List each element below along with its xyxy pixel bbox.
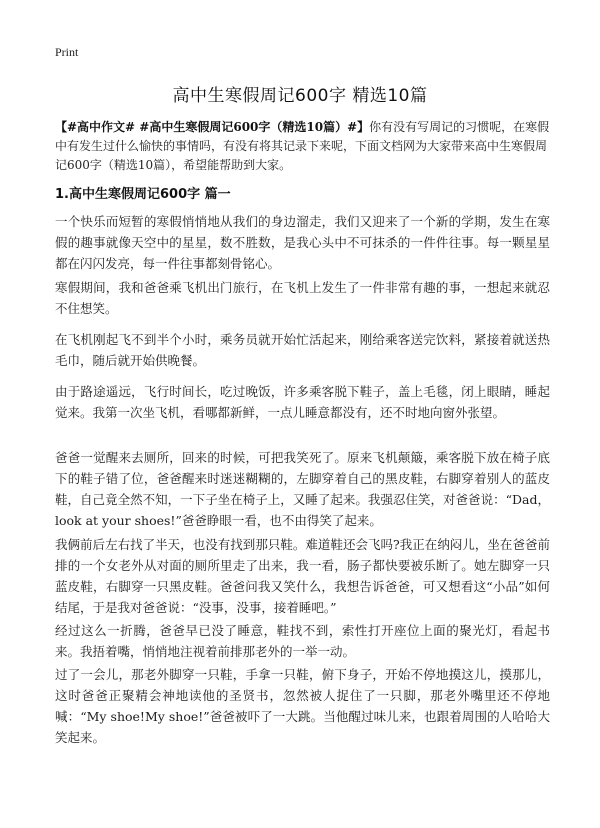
body-paragraph: 过了一会儿，那老外脚穿一只鞋，手拿一只鞋，俯下身子，开始不停地摸这儿，摸那儿，这时爸爸正聚精会神地读他的圣贤书，忽然被人捉住了一只脚，那老外嘴里还不停地喊：“My shoe!My shoe!”爸爸被吓了一大跳。当他醒过味儿来，也跟着周围的人哈哈大笑起来。 (55, 667, 550, 745)
body-paragraph: 经过这么一折腾，爸爸早已没了睡意，鞋找不到，索性打开座位上面的聚光灯，看起书来。我捂着嘴，悄悄地注视着前排那老外的一举一动。 (55, 623, 550, 659)
body-paragraph: 我俩前后左右找了半天，也没有找到那只鞋。难道鞋还会飞吗?我正在纳闷儿，坐在爸爸前排的一个女老外从对面的厕所里走了出来，我一看，肠子都快要被乐断了。她左脚穿一只蓝皮鞋，右脚穿一只黑皮鞋。爸爸问我又笑什么，我想告诉爸爸，可又想看这“小品”如何结尾，于是我对爸爸说：“没事，没事，接着睡吧。” (55, 537, 550, 615)
body-paragraph: 一个快乐而短暂的寒假悄悄地从我们的身边溜走，我们又迎来了一个新的学期，发生在寒假的趣事就像天空中的星星，数不胜数，是我心头中不可抹杀的一件件往事。每一颗星星都在闪闪发亮，每一件往事都刻骨铭心。 (55, 214, 550, 271)
body-paragraph: 爸爸一觉醒来去厕所，回来的时候，可把我笑死了。原来飞机颠簸，乘客脱下放在椅子底下的鞋子错了位，爸爸醒来时迷迷糊糊的，左脚穿着自己的黑皮鞋，右脚穿着别人的蓝皮鞋，自己竟全然不知，一下子坐在椅子上，又睡了起来。我强忍住笑，对爸爸说：“Dad，look at your shoes!”爸爸睁眼一看，也不由得笑了起来。 (55, 450, 550, 528)
section-heading: 1.高中生寒假周记600字 篇一 (55, 187, 231, 202)
body-paragraph: 由于路途遥远，飞行时间长，吃过晚饭，许多乘客脱下鞋子，盖上毛毯，闭上眼睛，睡起觉来。我第一次坐飞机，看哪都新鲜，一点儿睡意都没有，还不时地向窗外张望。 (55, 384, 550, 420)
page-title: 高中生寒假周记600字 精选10篇 (172, 86, 428, 106)
body-paragraph: 在飞机刚起飞不到半个小时，乘务员就开始忙活起来，刚给乘客送完饮料，紧接着就送热毛巾，随后就开始供晚餐。 (55, 332, 550, 368)
print-label: Print (55, 45, 79, 59)
intro-tag: 【#高中作文# #高中生寒假周记600字（精选10篇）#】 (55, 120, 370, 134)
intro-text: 你有没有写周记的习惯呢，在寒假中有发生过什么愉快的事情吗，有没有将其记录下来呢，下面文档网为大家带来高中生寒假周记600字（精选10篇），希望能帮助到大家。 (55, 120, 550, 172)
intro-paragraph (55, 118, 550, 175)
body-paragraph: 寒假期间，我和爸爸乘飞机出门旅行，在飞机上发生了一件非常有趣的事，一想起来就忍不住想笑。 (55, 280, 550, 316)
